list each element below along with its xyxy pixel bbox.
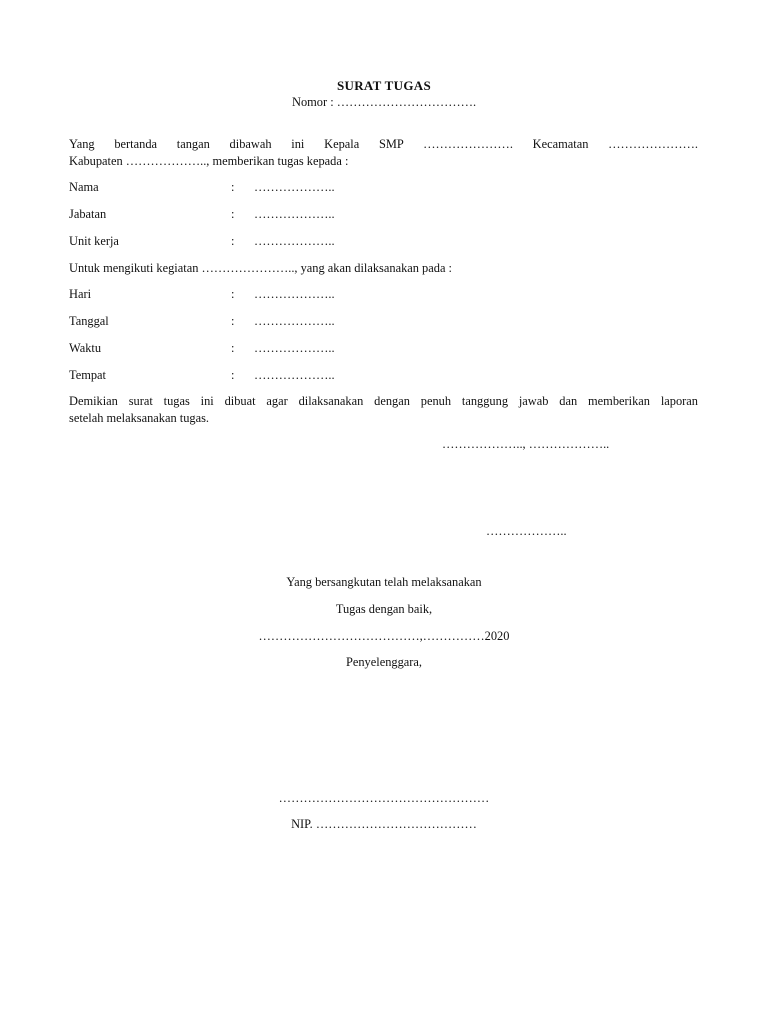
field-value-tempat: ……………….. (254, 368, 335, 382)
confirmation-line-2: Tugas dengan baik, (335, 602, 433, 616)
field-colon: : (231, 207, 235, 221)
closing-paragraph-line-1: Demikian surat tugas ini dibuat agar dilaksanakan dengan penuh tanggung jawab dan memberikan laporan (69, 394, 698, 408)
organizer-title: Penyelenggara, (345, 655, 423, 669)
field-label-unit-kerja: Unit kerja (69, 234, 119, 248)
field-value-jabatan: ……………….. (254, 207, 335, 221)
signer-name-line: ……………….. (486, 524, 567, 538)
field-label-nama: Nama (69, 180, 99, 194)
field-label-tanggal: Tanggal (69, 314, 109, 328)
field-colon: : (231, 287, 235, 301)
opening-paragraph-line-1: Yang bertanda tangan dibawah ini Kepala SMP …………………. Kecamatan …………………. (69, 137, 698, 151)
activity-paragraph: Untuk mengikuti kegiatan ………………….., yang akan dilaksanakan pada : (69, 261, 452, 275)
opening-paragraph-line-2: Kabupaten ……………….., memberikan tugas kepada : (69, 154, 349, 168)
place-date-line: ……………….., ……………….. (442, 437, 610, 451)
field-value-unit-kerja: ……………….. (254, 234, 335, 248)
field-label-tempat: Tempat (69, 368, 106, 382)
field-colon: : (231, 314, 235, 328)
field-label-hari: Hari (69, 287, 92, 301)
field-colon: : (231, 341, 235, 355)
field-colon: : (231, 368, 235, 382)
field-value-hari: ……………….. (254, 287, 335, 301)
organizer-nip: NIP. ………………………………… (291, 817, 477, 831)
field-value-waktu: ……………….. (254, 341, 335, 355)
field-label-jabatan: Jabatan (69, 207, 107, 221)
confirmation-line-1: Yang bersangkutan telah melaksanakan (286, 575, 482, 589)
confirmation-date-line: …………………………………,……………2020 (258, 629, 510, 643)
closing-paragraph-line-2: setelah melaksanakan tugas. (69, 411, 210, 425)
field-colon: : (231, 180, 235, 194)
field-value-nama: ……………….. (254, 180, 335, 194)
letter-title: SURAT TUGAS (337, 78, 431, 93)
field-value-tanggal: ……………….. (254, 314, 335, 328)
field-label-waktu: Waktu (69, 341, 102, 355)
organizer-signature-line: …………………………………………… (278, 791, 490, 805)
field-colon: : (231, 234, 235, 248)
letter-number: Nomor : ……………………………. (292, 95, 477, 109)
